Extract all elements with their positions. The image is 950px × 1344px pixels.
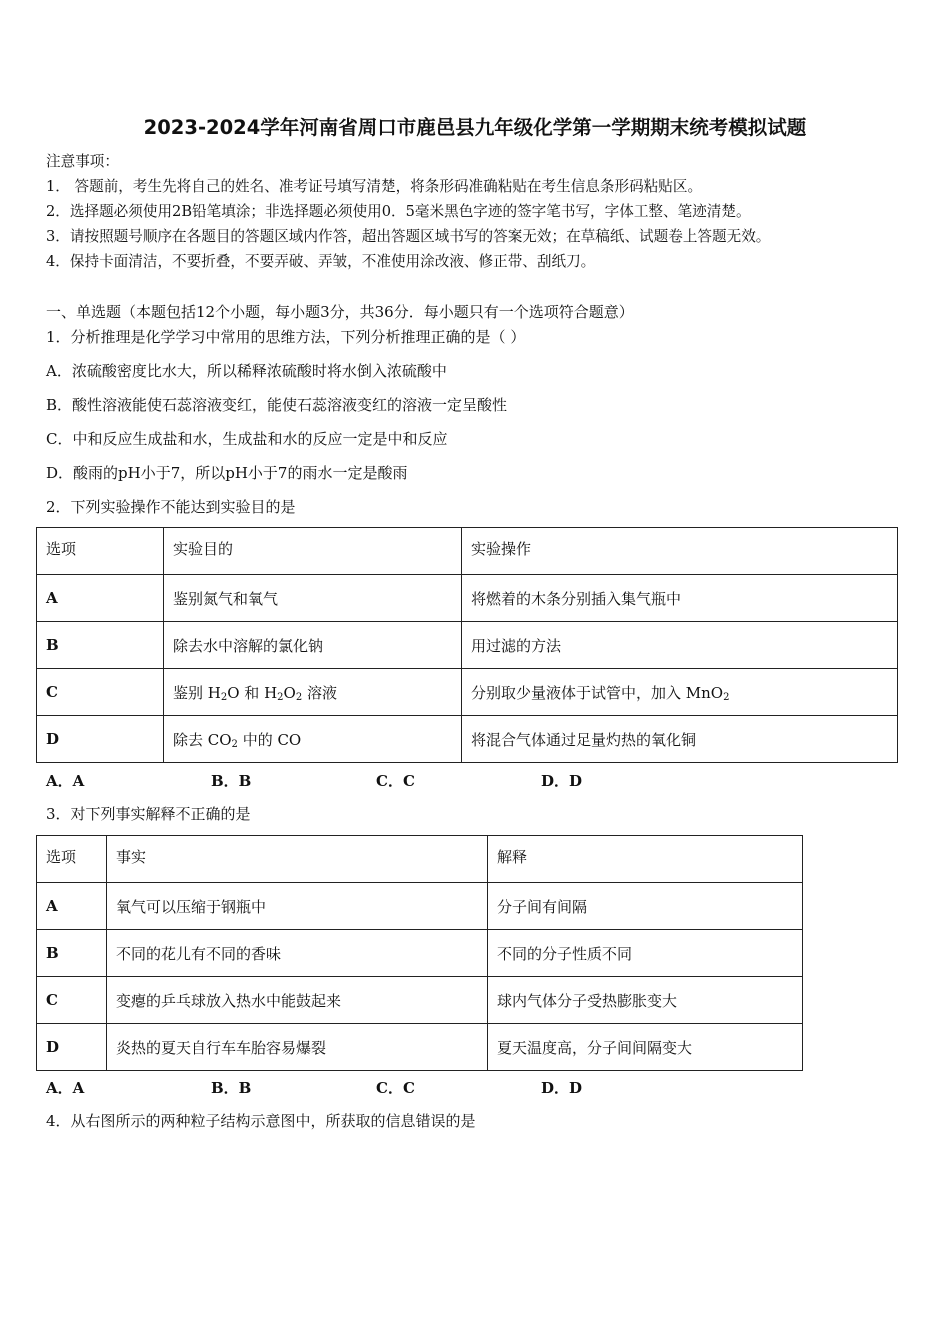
question-stem: 1．分析推理是化学学习中常用的思维方法，下列分析推理正确的是（ ） bbox=[46, 328, 526, 346]
question-stem: 3．对下列事实解释不正确的是 bbox=[46, 805, 251, 823]
table-row bbox=[37, 669, 898, 716]
section-heading: 一、单选题（本题包括12个小题，每小题3分，共36分．每小题只有一个选项符合题意） bbox=[46, 303, 634, 321]
table-cell: 分别取少量液体于试管中，加入 MnO$_2$ bbox=[462, 669, 898, 716]
question-stem: 2．下列实验操作不能达到实验目的是 bbox=[46, 498, 296, 516]
q3-table bbox=[36, 835, 803, 1071]
header-cell: 实验操作 bbox=[462, 528, 898, 575]
table-cell: 变瘪的乒乓球放入热水中能鼓起来 bbox=[107, 977, 488, 1024]
table-cell: 分子间有间隔 bbox=[488, 883, 803, 930]
notice-heading: 注意事项： bbox=[46, 153, 119, 170]
row-label: B bbox=[37, 622, 164, 669]
table-cell: 炎热的夏天自行车车胎容易爆裂 bbox=[107, 1024, 488, 1071]
table-row bbox=[37, 977, 803, 1024]
table-cell: 氧气可以压缩于钢瓶中 bbox=[107, 883, 488, 930]
row-label: D bbox=[37, 716, 164, 763]
page-title: 2023-2024学年河南省周口市鹿邑县九年级化学第一学期期末统考模拟试题 bbox=[143, 116, 807, 139]
table-cell: 球内气体分子受热膨胀变大 bbox=[488, 977, 803, 1024]
choice-d: D．D bbox=[541, 1079, 583, 1097]
option-d: D．酸雨的pH小于7，所以pH小于7的雨水一定是酸雨 bbox=[46, 464, 408, 482]
option-a: A．浓硫酸密度比水大，所以稀释浓硫酸时将水倒入浓硫酸中 bbox=[46, 362, 447, 380]
table-cell: 用过滤的方法 bbox=[462, 622, 898, 669]
table-row bbox=[37, 622, 898, 669]
row-label: A bbox=[37, 575, 164, 622]
choice-c: C．C bbox=[376, 772, 415, 790]
notice-item: 1． 答题前，考生先将自己的姓名、准考证号填写清楚，将条形码准确粘贴在考生信息条形码粘贴区。 bbox=[46, 178, 703, 195]
header-cell: 选项 bbox=[37, 528, 164, 575]
table-cell: 鉴别 $H_2O$ 和 $H_2O_2$ 溶液 bbox=[164, 669, 462, 716]
option-c: C．中和反应生成盐和水，生成盐和水的反应一定是中和反应 bbox=[46, 430, 448, 448]
table-row bbox=[37, 930, 803, 977]
header-cell: 选项 bbox=[37, 836, 107, 883]
choice-a: A．A bbox=[46, 772, 85, 790]
notice-item: 4．保持卡面清洁，不要折叠，不要弄破、弄皱，不准使用涂改液、修正带、刮纸刀。 bbox=[46, 253, 596, 270]
table-row bbox=[37, 716, 898, 763]
table-row bbox=[37, 883, 803, 930]
header-cell: 实验目的 bbox=[164, 528, 462, 575]
table-cell: 除去水中溶解的氯化钠 bbox=[164, 622, 462, 669]
header-cell: 事实 bbox=[107, 836, 488, 883]
choice-c: C．C bbox=[376, 1079, 415, 1097]
option-b: B．酸性溶液能使石蕊溶液变红，能使石蕊溶液变红的溶液一定呈酸性 bbox=[46, 396, 508, 414]
row-label: C bbox=[37, 977, 107, 1024]
notice-item: 3．请按照题号顺序在各题目的答题区域内作答，超出答题区域书写的答案无效；在草稿纸、试题卷上答题无效。 bbox=[46, 228, 771, 245]
table-cell: 夏天温度高，分子间间隔变大 bbox=[488, 1024, 803, 1071]
table-cell: 鉴别氮气和氧气 bbox=[164, 575, 462, 622]
table-header-row bbox=[37, 836, 803, 883]
row-label: B bbox=[37, 930, 107, 977]
table-cell: 将混合气体通过足量灼热的氧化铜 bbox=[462, 716, 898, 763]
header-cell: 解释 bbox=[488, 836, 803, 883]
question-stem: 4．从右图所示的两种粒子结构示意图中，所获取的信息错误的是 bbox=[46, 1112, 476, 1130]
q2-choices bbox=[46, 770, 846, 790]
row-label: A bbox=[37, 883, 107, 930]
choice-b: B．B bbox=[211, 1079, 252, 1097]
table-row bbox=[37, 575, 898, 622]
table-row bbox=[37, 1024, 803, 1071]
choice-b: B．B bbox=[211, 772, 252, 790]
table-cell: 除去 $CO_2$ 中的 CO bbox=[164, 716, 462, 763]
q3-choices bbox=[46, 1077, 846, 1097]
choice-a: A．A bbox=[46, 1079, 85, 1097]
table-header-row bbox=[37, 528, 898, 575]
notice-item: 2．选择题必须使用2B铅笔填涂；非选择题必须使用0．5毫米黑色字迹的签字笔书写，字体工整、笔迹清楚。 bbox=[46, 203, 751, 220]
q2-table bbox=[36, 527, 898, 763]
table-cell: 不同的花儿有不同的香味 bbox=[107, 930, 488, 977]
choice-d: D．D bbox=[541, 772, 583, 790]
table-cell: 不同的分子性质不同 bbox=[488, 930, 803, 977]
row-label: D bbox=[37, 1024, 107, 1071]
table-cell: 将燃着的木条分别插入集气瓶中 bbox=[462, 575, 898, 622]
row-label: C bbox=[37, 669, 164, 716]
